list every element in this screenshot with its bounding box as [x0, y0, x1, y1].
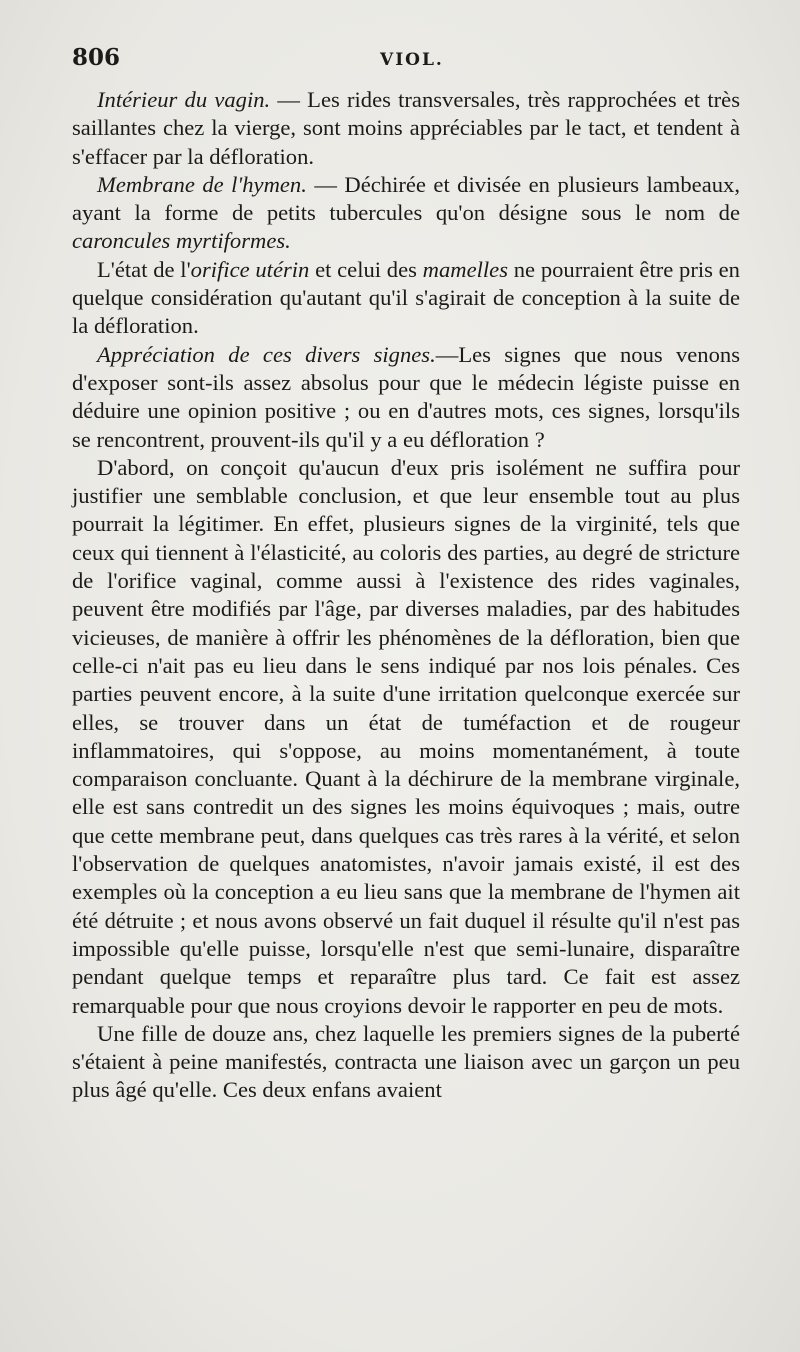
paragraph-text: — Déchirée et divisée en plusieurs lambeaux, ayant la forme de petits tubercules qu'on désigne sous le nom de	[72, 171, 740, 226]
italic-term: caroncules myrtiformes.	[72, 228, 291, 254]
paragraph-une-fille	[72, 1020, 740, 1105]
paragraph-appreciation	[72, 341, 740, 454]
paragraph-text: — Les rides transversales, très rapprochées et très saillantes chez la vierge, sont moins appréciables par le tact, et tendent à s'effacer par la défloration.	[72, 87, 740, 169]
paragraph-text: ne pourraient être pris en quelque considération qu'autant qu'il s'agirait de conception à la suite de la défloration.	[72, 256, 740, 339]
body-text	[72, 86, 740, 1105]
paragraph-text: Une fille de douze ans, chez laquelle les premiers signes de la puberté s'étaient à peine manifestés, contracta une liaison avec un garçon un peu plus âgé qu'elle. Ces deux enfans avaient	[72, 1020, 740, 1103]
page-number: 806	[72, 44, 121, 71]
paragraph-membrane-hymen	[72, 171, 740, 256]
paragraph-text: et celui des	[309, 256, 423, 282]
section-lead: Appréciation de ces divers signes.	[97, 341, 436, 367]
running-title: VIOL.	[380, 50, 444, 70]
paragraph-dabord	[72, 454, 740, 1020]
section-lead: Membrane de l'hymen.	[97, 171, 307, 197]
section-lead: Intérieur du vagin.	[97, 87, 271, 112]
paragraph-text: D'abord, on conçoit qu'aucun d'eux pris isolément ne suffira pour justifier une semblable conclusion, et que leur ensemble tout au plus pourrait la légitimer. En effet, plusieurs signes de la virginité, tels que ceux qui tiennent à l'élasticité, au coloris des parties, au degré de stricture de l'orifice vaginal, comme aussi à l'existence des rides vaginales, peuvent être modifiés par l'âge, par diverses maladies, par des habitudes vicieuses, de manière à offrir les phénomènes de la défloration, bien que celle-ci n'ait pas eu lieu dans le sens indiqué par nos lois pénales. Ces parties peuvent encore, à la suite d'une irritation quelconque exercée sur elles, se trouver dans un état de tuméfaction et de rougeur inflammatoires, qui s'oppose, au moins momentanément, à toute comparaison concluante. Quant à la déchirure de la membrane virginale, elle est sans contredit un des signes les moins équivoques ; mais, outre que cette membrane peut, dans quelques cas très rares à la vérité, et selon l'observation de quelques anatomistes, n'avoir jamais existé, il est des exemples où la conception a eu lieu sans que la membrane de l'hymen ait été détruite ; et nous avons observé un fait duquel il résulte qu'il n'est pas impossible qu'elle puisse, lorsqu'elle n'est que semi-lunaire, disparaître pendant quelque temps et reparaître plus tard. Ce fait est assez remarquable pour que nous croyions devoir le rapporter en peu de mots.	[72, 454, 740, 1018]
paragraph-text: L'état de l'	[97, 256, 191, 282]
paragraph-orifice-mamelles	[72, 256, 740, 341]
italic-term: orifice utérin	[190, 256, 310, 282]
paragraph-text: —Les signes que nous venons d'exposer sont-ils assez absolus pour que le médecin légiste puisse en déduire une opinion positive ; ou en d'autres mots, ces signes, lorsqu'ils se rencontrent, prouvent-ils qu'il y a eu défloration ?	[72, 341, 740, 452]
running-header	[72, 44, 736, 74]
paragraph-interieur-du-vagin	[72, 86, 740, 171]
italic-term: mamelles	[422, 256, 509, 282]
